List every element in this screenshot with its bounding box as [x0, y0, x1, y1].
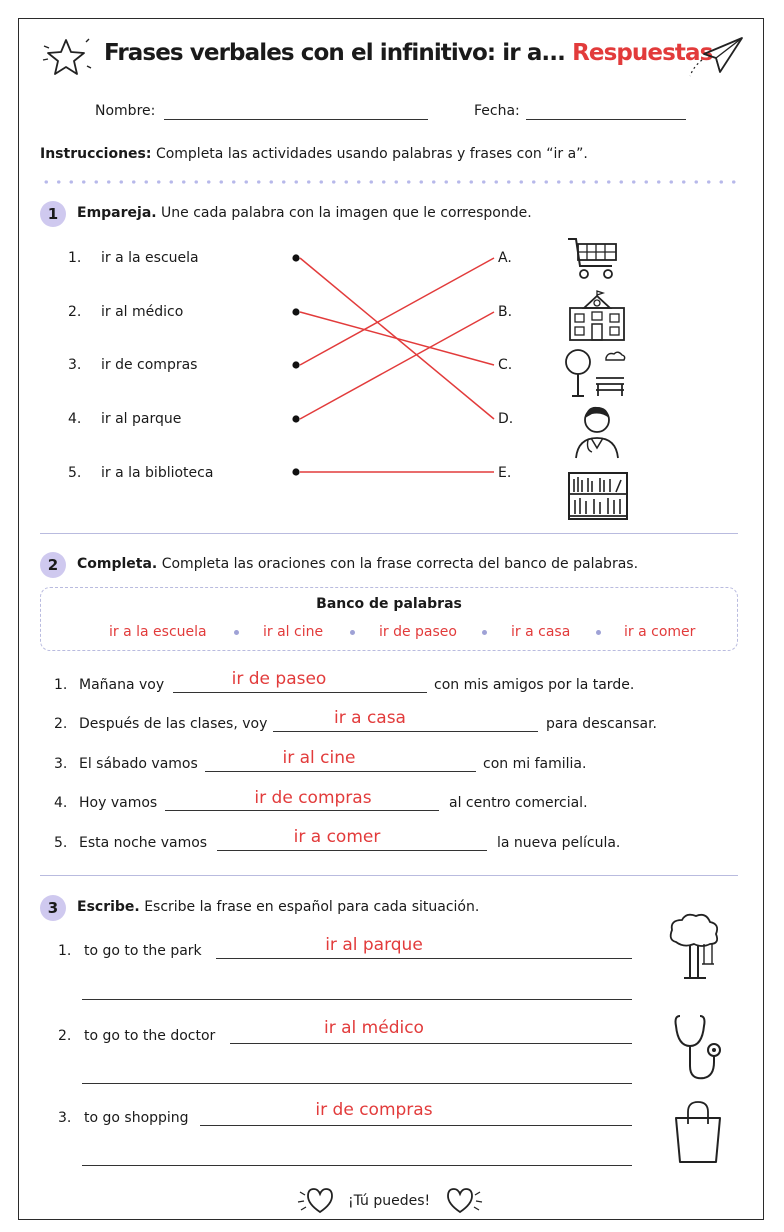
answer-text: ir de paseo — [231, 669, 327, 689]
section-3-badge: 3 — [40, 895, 66, 921]
answer-blank[interactable] — [273, 731, 538, 732]
sentence-number: 1. — [54, 677, 68, 693]
match-letter: B. — [498, 304, 513, 320]
extra-answer-line[interactable] — [82, 1083, 632, 1084]
match-item-number: 1. — [68, 250, 82, 266]
page-title: Frases verbales con el infinitivo: ir a... Respuestas — [104, 40, 713, 66]
prompt-text: to go to the doctor — [84, 1028, 216, 1044]
sentence-after: al centro comercial. — [449, 795, 588, 811]
match-item-text: ir a la biblioteca — [101, 465, 214, 481]
instructions-label: Instrucciones: — [40, 146, 152, 162]
section-divider-1 — [40, 533, 738, 534]
prompt-text: to go to the park — [84, 943, 202, 959]
sentence-before: Esta noche vamos — [79, 835, 208, 851]
answer-text: ir al cine — [282, 748, 356, 768]
match-line — [300, 312, 494, 365]
answer-text: ir de compras — [315, 1100, 433, 1120]
answer-blank[interactable] — [200, 1125, 632, 1126]
prompt-text: to go shopping — [84, 1110, 189, 1126]
sentence-number: 2. — [54, 716, 68, 732]
match-item-number: 3. — [68, 357, 82, 373]
match-item-text: ir de compras — [101, 357, 198, 373]
heart-icon — [442, 1186, 482, 1218]
park-bench-icon — [562, 346, 628, 402]
bank-word: ir a la escuela — [109, 624, 207, 640]
match-item-number: 5. — [68, 465, 82, 481]
shopping-bag-icon — [670, 1100, 726, 1170]
answer-blank[interactable] — [230, 1043, 632, 1044]
shopping-cart-icon — [566, 236, 620, 286]
section-divider-2 — [40, 875, 738, 876]
answer-text: ir al parque — [325, 935, 423, 955]
answer-blank[interactable] — [173, 692, 427, 693]
bookshelf-icon — [566, 470, 630, 526]
answer-text: ir de compras — [254, 788, 372, 808]
answers-label: Respuestas — [572, 40, 713, 66]
match-item-number: 2. — [68, 304, 82, 320]
match-dot[interactable] — [292, 468, 299, 475]
bank-separator — [350, 630, 355, 635]
sentence-number: 3. — [54, 756, 68, 772]
answer-text: ir a casa — [334, 708, 406, 728]
match-dot[interactable] — [292, 308, 299, 315]
match-line — [300, 258, 494, 365]
matching-lines — [0, 0, 784, 540]
sentence-after: la nueva película. — [497, 835, 621, 851]
prompt-number: 1. — [58, 943, 72, 959]
stethoscope-icon — [672, 1012, 726, 1088]
doctor-icon — [572, 402, 622, 464]
match-letter: A. — [498, 250, 512, 266]
bank-separator — [482, 630, 487, 635]
sentence-number: 5. — [54, 835, 68, 851]
sentence-after: con mis amigos por la tarde. — [434, 677, 635, 693]
word-bank — [40, 587, 738, 651]
sentence-after: para descansar. — [546, 716, 657, 732]
word-bank-title: Banco de palabras — [316, 596, 462, 612]
footer-text: ¡Tú puedes! — [348, 1193, 431, 1209]
answer-blank[interactable] — [165, 810, 439, 811]
sentence-after: con mi familia. — [483, 756, 587, 772]
match-dot[interactable] — [292, 254, 299, 261]
school-building-icon — [566, 290, 628, 348]
extra-answer-line[interactable] — [82, 999, 632, 1000]
tree-swing-icon — [666, 912, 722, 986]
match-line — [300, 312, 494, 419]
sentence-before: El sábado vamos — [79, 756, 198, 772]
sentence-before: Hoy vamos — [79, 795, 158, 811]
match-dot[interactable] — [292, 415, 299, 422]
answer-blank[interactable] — [217, 850, 487, 851]
sentence-before: Después de las clases, voy — [79, 716, 268, 732]
match-letter: E. — [498, 465, 512, 481]
bank-word: ir al cine — [263, 624, 324, 640]
answer-text: ir a comer — [293, 827, 381, 847]
section-1-heading: Empareja. Une cada palabra con la imagen que le corresponde. — [77, 205, 532, 221]
match-dot[interactable] — [292, 361, 299, 368]
match-item-number: 4. — [68, 411, 82, 427]
answer-blank[interactable] — [205, 771, 476, 772]
bank-word: ir a casa — [511, 624, 571, 640]
section-2-badge: 2 — [40, 552, 66, 578]
answer-text: ir al médico — [324, 1018, 424, 1038]
prompt-number: 3. — [58, 1110, 72, 1126]
section-3-heading: Escribe. Escribe la frase en español para cada situación. — [77, 899, 480, 915]
sentence-number: 4. — [54, 795, 68, 811]
extra-answer-line[interactable] — [82, 1165, 632, 1166]
section-1-badge: 1 — [40, 201, 66, 227]
bank-separator — [234, 630, 239, 635]
instructions-text: Completa las actividades usando palabras y frases con “ir a”. — [155, 146, 588, 162]
sentence-before: Mañana voy — [79, 677, 165, 693]
bank-word: ir de paseo — [379, 624, 457, 640]
match-item-text: ir al parque — [101, 411, 182, 427]
prompt-number: 2. — [58, 1028, 72, 1044]
answer-blank[interactable] — [216, 958, 632, 959]
name-label: Nombre: — [95, 103, 156, 119]
match-letter: C. — [498, 357, 513, 373]
match-item-text: ir al médico — [101, 304, 184, 320]
heart-icon — [298, 1186, 338, 1218]
date-label: Fecha: — [474, 103, 520, 119]
match-letter: D. — [498, 411, 514, 427]
bank-separator — [596, 630, 601, 635]
match-item-text: ir a la escuela — [101, 250, 199, 266]
bank-word: ir a comer — [624, 624, 696, 640]
section-2-heading: Completa. Completa las oraciones con la frase correcta del banco de palabras. — [77, 556, 639, 572]
